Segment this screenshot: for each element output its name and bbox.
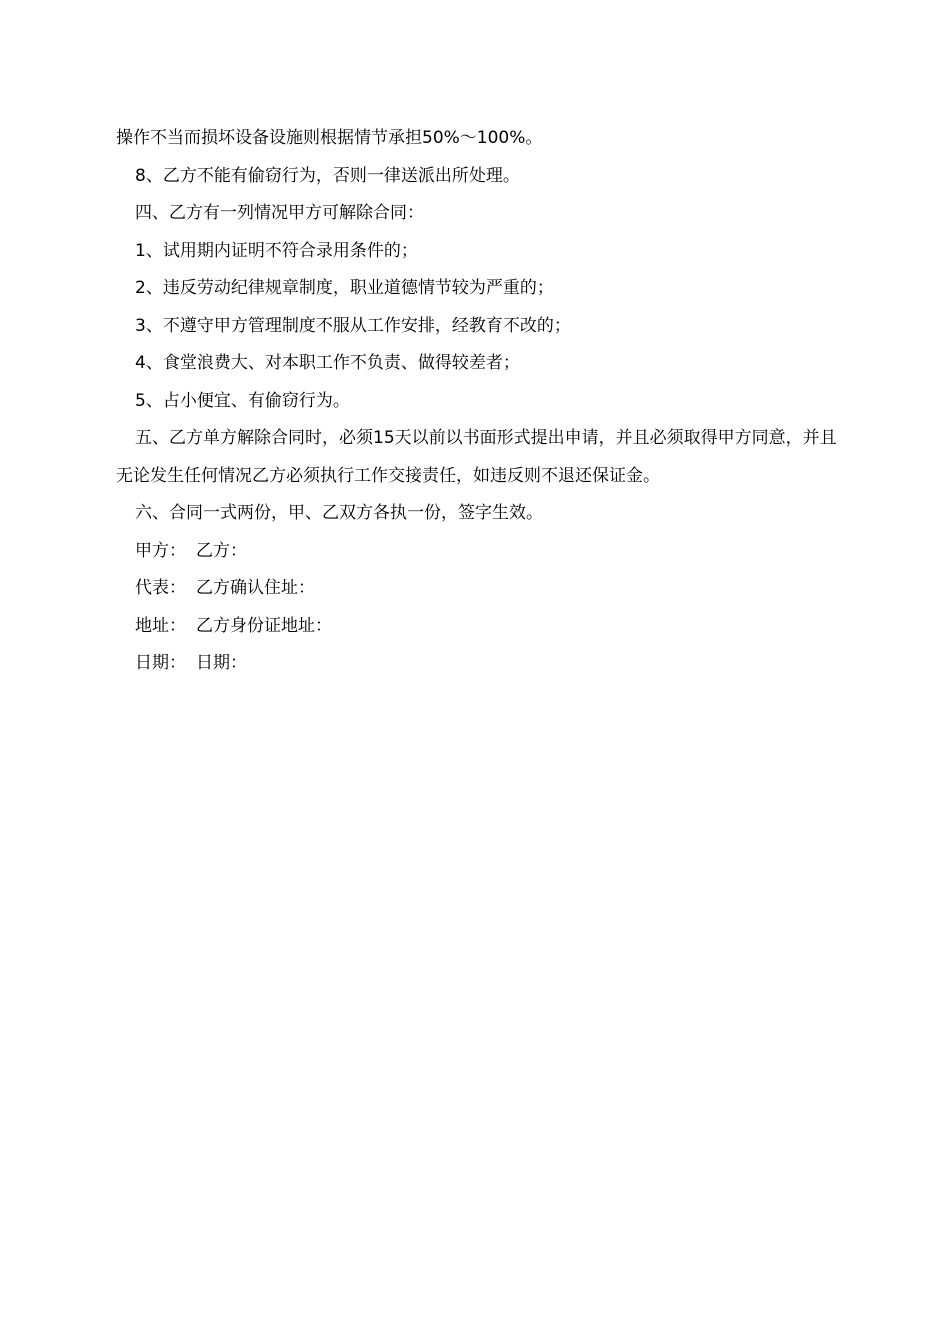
party-a-date-label: 日期： [135,653,186,673]
representative-label: 代表： [135,578,186,598]
list-item-4: 4、食堂浪费大、对本职工作不负责、做得较差者； [135,353,520,373]
party-a-label: 甲方： [135,540,186,561]
document-body [116,120,841,683]
signature-row-date [116,645,841,683]
list-item-2: 2、违反劳动纪律规章制度，职业道德情节较为严重的； [135,278,554,298]
party-b-id-address-label: 乙方身份证地址： [196,615,332,636]
address-label: 地址： [135,615,186,636]
paragraph-damage-liability: 操作不当而损坏设备设施则根据情节承担50%～100%。 [116,128,543,148]
list-item-1: 1、试用期内证明不符合录用条件的； [135,240,418,261]
list-item-5: 5、占小便宜、有偷窃行为。 [135,390,350,411]
section-five-paragraph: 五、乙方单方解除合同时，必须15天以前以书面形式提出申请，并且必须取得甲方同意，并且无论发生任何情况乙方必须执行工作交接责任，如违反则不退还保证金。 [116,428,837,486]
party-b-address-confirm-label: 乙方确认住址： [196,578,315,598]
signature-row-representative [116,570,841,608]
signature-row-address [116,608,841,646]
section-four-heading: 四、乙方有一列情况甲方可解除合同： [135,203,424,223]
section-six-paragraph: 六、合同一式两份，甲、乙双方各执一份，签字生效。 [135,503,543,523]
signature-row-parties [116,533,841,571]
paragraph-theft-clause: 8、乙方不能有偷窃行为，否则一律送派出所处理。 [135,165,520,186]
list-item-3: 3、不遵守甲方管理制度不服从工作安排，经教育不改的； [135,315,571,336]
party-b-label: 乙方： [196,540,247,561]
party-b-date-label: 日期： [196,653,247,673]
